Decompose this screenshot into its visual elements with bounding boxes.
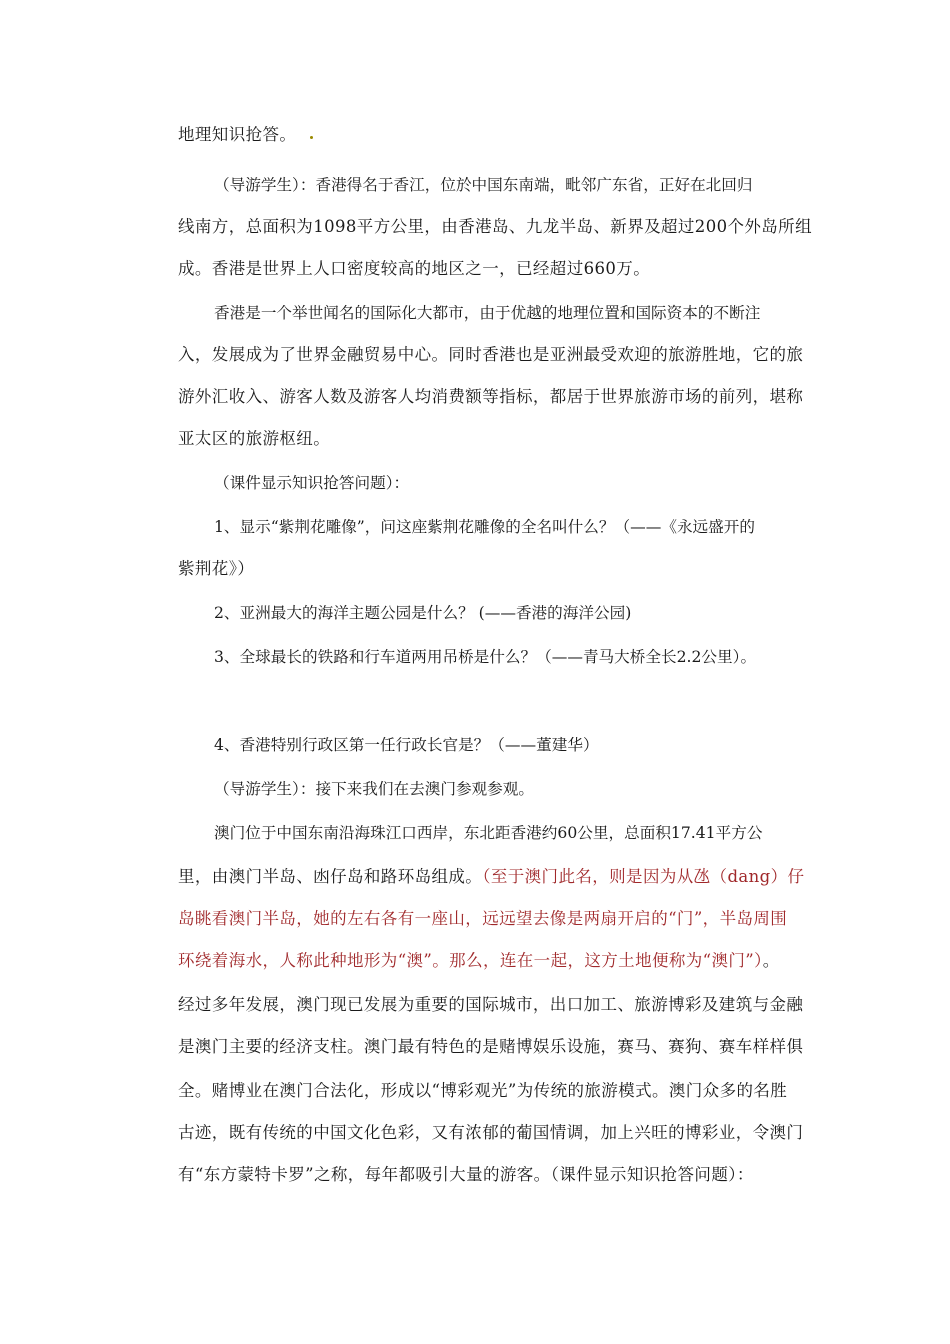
highlight-line: 岛眺看澳门半岛，她的左右各有一座山，远远望去像是两扇开启的“门”，半岛周围 (178, 909, 788, 928)
text-line: 经过多年发展，澳门现已发展为重要的国际城市，出口加工、旅游博彩及建筑与金融 (178, 995, 804, 1014)
text-line: 1、显示“紫荆花雕像”，问这座紫荆花雕像的全名叫什么？（——《永远盛开的 (214, 518, 755, 536)
text-line: 入，发展成为了世界金融贸易中心。同时香港也是亚洲最受欢迎的旅游胜地，它的旅 (178, 345, 804, 364)
text-line: 游外汇收入、游客人数及游客人均消费额等指标，都居于世界旅游市场的前列，堪称 (178, 387, 804, 406)
highlight-text: 环绕着海水，人称此种地形为“澳”。那么，连在一起，这方土地便称为“澳门”） (178, 951, 763, 970)
text-line: 线南方，总面积为1098平方公里，由香港岛、九龙半岛、新界及超过200个外岛所组 (178, 217, 812, 236)
text-line: 香港是一个举世闻名的国际化大都市，由于优越的地理位置和国际资本的不断注 (214, 304, 761, 322)
text-line (178, 124, 818, 146)
text-line: 2、亚洲最大的海洋主题公园是什么？ (——香港的海洋公园) (214, 604, 632, 622)
text-line: 紫荆花》） (178, 559, 255, 578)
text-line: 全。赌博业在澳门合法化，形成以“博彩观光”为传统的旅游模式。澳门众多的名胜 (178, 1081, 788, 1100)
text-line: 3、全球最长的铁路和行车道两用吊桥是什么？（——青马大桥全长2.2公里）。 (214, 648, 757, 666)
highlight-text: （至于澳门此名，则是因为从氹（dang）仔 (482, 867, 805, 886)
text-line: 是澳门主要的经济支柱。澳门最有特色的是赌博娱乐设施，赛马、赛狗、赛车样样俱 (178, 1037, 804, 1056)
line-text: 地理知识抢答。 (178, 125, 297, 144)
text-line: （导游学生）：接下来我们在去澳门参观参观。 (214, 780, 534, 798)
line-text: 里，由澳门半岛、凼仔岛和路环岛组成。 (178, 867, 483, 886)
text-line: （课件显示知识抢答问题）： (214, 474, 410, 492)
text-line (178, 866, 818, 888)
text-line: （导游学生）：香港得名于香江，位於中国东南端，毗邻广东省，正好在北回归 (214, 176, 753, 194)
text-line: 亚太区的旅游枢纽。 (178, 429, 331, 448)
text-line: 4、香港特别行政区第一任行政长官是？（——董建华） (214, 736, 599, 754)
text-line: 澳门位于中国东南沿海珠江口西岸，东北距香港约60公里，总面积17.41平方公 (214, 824, 763, 842)
mark-dot (310, 136, 313, 139)
text-line: 成。香港是世界上人口密度较高的地区之一，已经超过660万。 (178, 259, 651, 278)
text-line: 古迹，既有传统的中国文化色彩，又有浓郁的葡国情调，加上兴旺的博彩业，令澳门 (178, 1123, 804, 1142)
line-text: 。 (762, 951, 780, 970)
text-line (178, 950, 818, 972)
text-line: 有“东方蒙特卡罗”之称，每年都吸引大量的游客。（课件显示知识抢答问题）： (178, 1165, 754, 1184)
